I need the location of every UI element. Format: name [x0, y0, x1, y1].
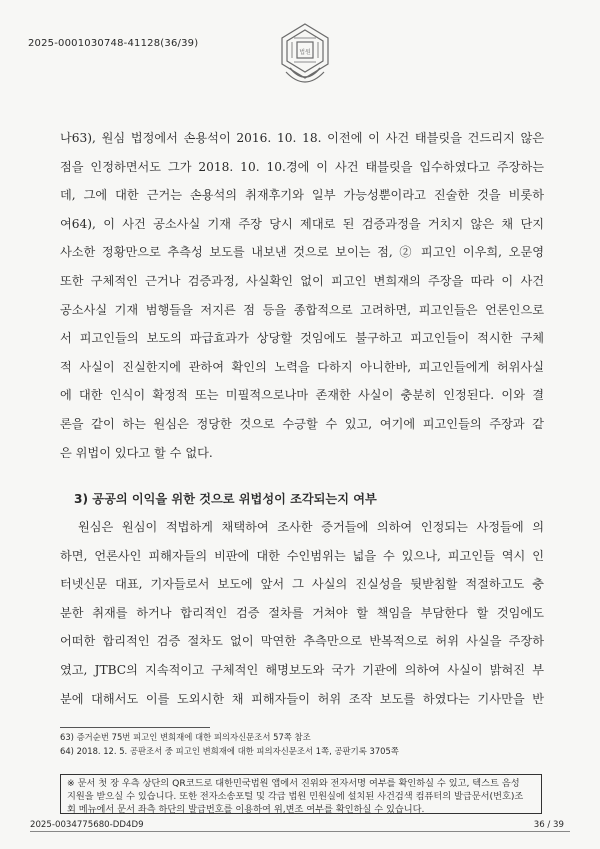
- notice-line: 회 메뉴에서 문서 좌측 하단의 발급번호를 이용하여 위,변조 여부를 확인하실 수 있습니다.: [67, 804, 425, 815]
- court-seal-icon: [276, 20, 334, 90]
- text-line: 나63), 원심 법정에서 손용석이 2016. 10. 18. 이전에 이 사건 태블릿을 건드리지 않은: [60, 131, 544, 145]
- text-line: 원심은 원심이 적법하게 채택하여 조사한 증거들에 의하여 인정되는 사정들에 의: [78, 520, 544, 534]
- text-line: 데, 그에 대한 근거는 손용석의 취재후기와 일부 가능성뿐이라고 진술한 것을 비롯하: [60, 188, 544, 203]
- section-heading: 3) 공공의 이익을 위한 것으로 위법성이 조각되는지 여부: [74, 492, 377, 506]
- issue-code: 2025-0034775680-DD4D9: [30, 820, 144, 830]
- text-line: 또한 구체적인 근거나 검증과정, 사실확인 없이 피고인 변희재의 주장을 따라 이 사건: [60, 273, 544, 288]
- footnote: 64) 2018. 12. 5. 공판조서 중 피고인 변희재에 대한 피의자신문조서 1쪽, 공판기록 3705쪽: [60, 746, 399, 756]
- text-line: 분에 대해서도 이를 도외시한 채 피해자들이 허위 조작 보도를 하였다는 기사만을 반: [60, 691, 544, 706]
- text-line: 어떠한 합리적인 검증 절차도 없이 막연한 추측만으로 반복적으로 허위 사실을 주장하: [60, 634, 544, 649]
- notice-line: 지원을 받으실 수 있습니다. 또한 전자소송포털 및 각급 법원 민원실에 설치된 사건검색 컴퓨터의 발급문서(번호)조: [67, 791, 524, 802]
- footnotes: [60, 730, 399, 758]
- text-line: 점을 인정하면서도 그가 2018. 10. 10.경에 이 사건 태블릿을 입수하였다고 주장하는: [60, 159, 544, 174]
- page-number: 36 / 39: [533, 820, 564, 830]
- text-line: 사소한 정황만으로 추측성 보도를 내보낸 것으로 보이는 점, ② 피고인 이우희, 오문영: [60, 245, 544, 260]
- verification-notice: [60, 774, 542, 814]
- text-line: 분한 취재를 하거나 합리적인 검증 절차를 거쳐야 할 책임을 부담한다 할 것임에도: [60, 605, 544, 620]
- text-line: 은 위법이 있다고 할 수 없다.: [60, 445, 213, 460]
- text-line: 에 대한 인식이 확정적 또는 미필적으로나마 존재한 사실이 충분히 인정된다. 이와 결: [60, 388, 544, 403]
- footer-divider: [30, 831, 570, 832]
- footnote: 63) 증거순번 75번 피고인 변희재에 대한 피의자신문조서 57쪽 참조: [60, 732, 311, 742]
- text-line: 하면, 언론사인 피해자들의 비판에 대한 수인범위는 넓을 수 있으나, 피고인들 역시 인: [60, 548, 544, 563]
- text-line: 터넷신문 대표, 기자들로서 보도에 앞서 그 사실의 진실성을 뒷받침할 적절하고도 충: [60, 577, 544, 592]
- text-line: 적 사실이 진실한지에 관하여 확인의 노력을 다하지 아니한바, 피고인들에게 허위사실: [60, 359, 544, 374]
- seal-caption: 법원: [299, 49, 311, 56]
- text-line: 공소사실 기재 범행들을 저지른 점 등을 종합적으로 고려하면, 피고인들은 언론인으로: [60, 302, 544, 317]
- text-line: 였고, JTBC의 지속적이고 구체적인 해명보도와 국가 기관에 의하여 사실이 밝혀진 부: [60, 662, 544, 677]
- text-line: 서 피고인들의 보도의 파급효과가 상당할 것임에도 불구하고 피고인들이 적시한 구체: [60, 331, 544, 346]
- document-id: 2025-0001030748-41128(36/39): [28, 38, 199, 49]
- paragraph-2: [60, 513, 544, 713]
- footnote-divider: [60, 727, 210, 728]
- text-line: 론을 같이 하는 원심은 정당한 것으로 수긍할 수 있고, 여기에 피고인들의 주장과 같: [60, 416, 544, 431]
- paragraph-1: [60, 124, 544, 467]
- text-line: 여64), 이 사건 공소사실 기재 주장 당시 제대로 된 검증과정을 거치지 않은 채 단지: [60, 216, 544, 231]
- notice-line: ※ 문서 첫 장 우측 상단의 QR코드로 대한민국법원 앱에서 진위와 전자서명 여부를 확인하실 수 있고, 텍스트 음성: [67, 778, 520, 789]
